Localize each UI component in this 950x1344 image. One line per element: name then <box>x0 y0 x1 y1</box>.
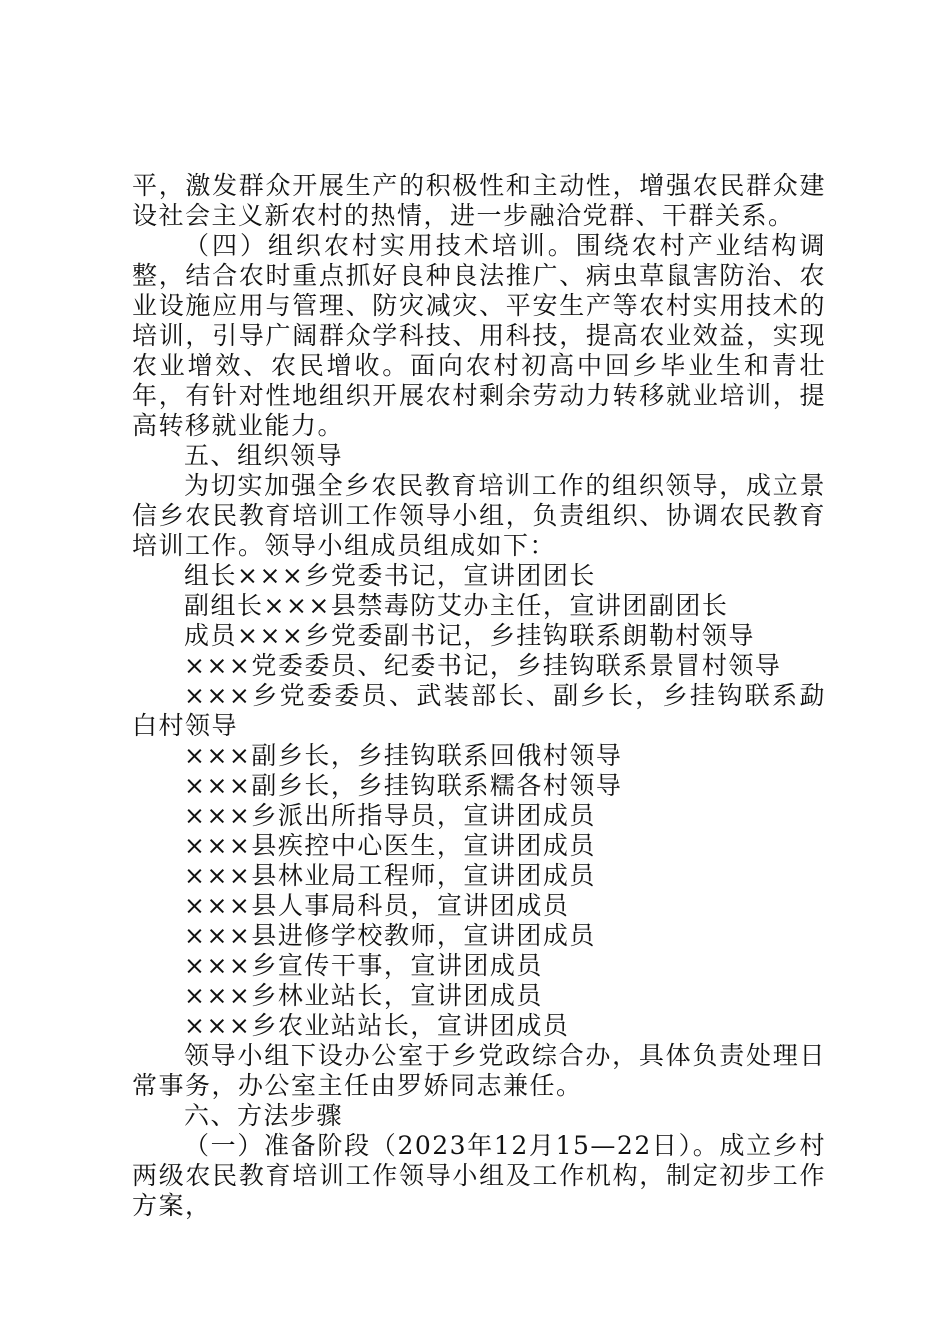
member-line: ×××副乡长，乡挂钩联系回俄村领导 <box>184 741 623 770</box>
member-line: ×××县人事局科员，宣讲团成员 <box>184 891 570 920</box>
member-line: ×××乡宣传干事，宣讲团成员 <box>184 951 543 980</box>
paragraph-office: 领导小组下设办公室于乡党政综合办，具体负责处理日常事务，办公室主任由罗娇同志兼任。 <box>132 1041 826 1100</box>
member-line: ×××县进修学校教师，宣讲团成员 <box>184 921 596 950</box>
member-line: ×××副乡长，乡挂钩联系糯各村领导 <box>184 771 623 800</box>
member-line: 副组长×××县禁毒防艾办主任，宣讲团副团长 <box>184 591 729 620</box>
member-line: ×××县林业局工程师，宣讲团成员 <box>184 861 596 890</box>
document-body <box>132 171 826 1221</box>
member-line: ×××乡派出所指导员，宣讲团成员 <box>184 801 596 830</box>
paragraph-training-4: （四）组织农村实用技术培训。围绕农村产业结构调整，结合农时重点抓好良种良法推广、病虫草鼠害防治、农业设施应用与管理、防灾减灾、平安生产等农村实用技术的培训，引导广阔群众学科技、用科技，提高农业效益，实现农业增效、农民增收。面向农村初高中回乡毕业生和青壮年，有针对性地组织开展农村剩余劳动力转移就业培训，提高转移就业能力。 <box>132 231 826 440</box>
paragraph-preparation-stage: （一）准备阶段（2023年12月15—22日）。成立乡村两级农民教育培训工作领导小组及工作机构，制定初步工作方案， <box>132 1131 826 1220</box>
member-line: 组长×××乡党委书记，宣讲团团长 <box>184 561 596 590</box>
member-line: 成员×××乡党委副书记，乡挂钩联系朗勒村领导 <box>184 621 755 650</box>
section-heading-organization: 五、组织领导 <box>184 441 344 470</box>
member-line: ×××县疾控中心医生，宣讲团成员 <box>184 831 596 860</box>
paragraph-leadership-intro: 为切实加强全乡农民教育培训工作的组织领导，成立景信乡农民教育培训工作领导小组，负责组织、协调农民教育培训工作。领导小组成员组成如下： <box>132 471 826 560</box>
member-line: ×××乡林业站长，宣讲团成员 <box>184 981 543 1010</box>
paragraph-continuation: 平，激发群众开展生产的积极性和主动性，增强农民群众建设社会主义新农村的热情，进一步融洽党群、干群关系。 <box>132 171 826 230</box>
section-heading-methods: 六、方法步骤 <box>184 1101 344 1130</box>
member-line: ×××党委委员、纪委书记，乡挂钩联系景冒村领导 <box>184 651 782 680</box>
member-line: ×××乡党委委员、武装部长、副乡长，乡挂钩联系勐白村领导 <box>132 681 826 740</box>
member-line: ×××乡农业站站长，宣讲团成员 <box>184 1011 570 1040</box>
